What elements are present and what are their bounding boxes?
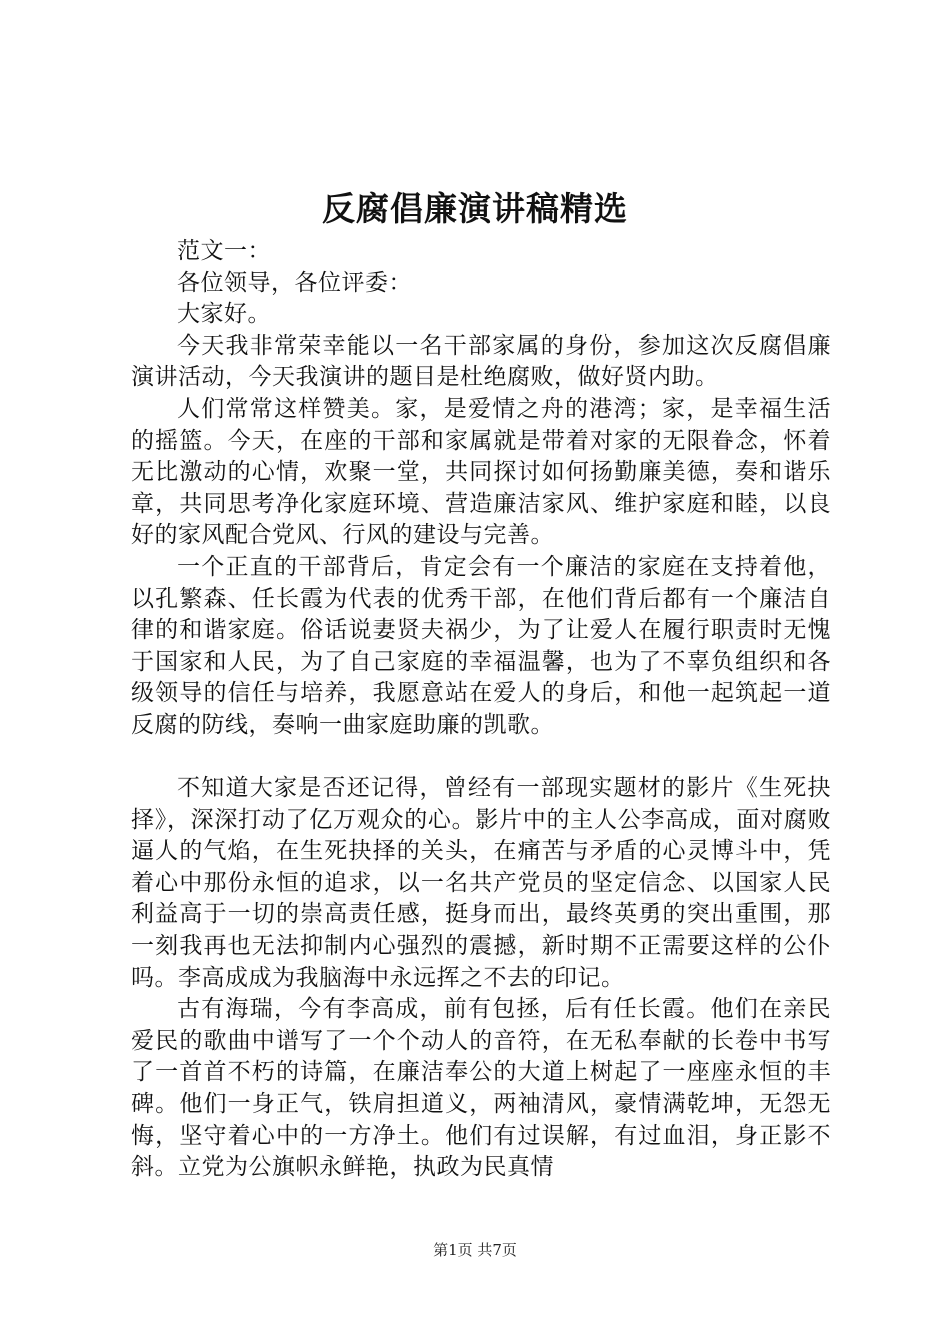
page-footer: 第1页 共7页 (433, 1241, 517, 1259)
paragraph-greeting: 大家好。 (177, 301, 271, 328)
paragraph-address: 各位领导，各位评委： (177, 269, 412, 296)
document-body (131, 236, 831, 1184)
paragraph-intro: 今天我非常荣幸能以一名干部家属的身份，参加这次反腐倡廉演讲活动，今天我演讲的题目是杜绝腐败，做好贤内助。 (131, 332, 831, 391)
paragraph-salutation-label: 范文一： (177, 238, 271, 264)
paragraph-gap (131, 742, 831, 774)
paragraph-examples: 古有海瑞，今有李高成，前有包拯，后有任长霞。他们在亲民爱民的歌曲中谱写了一个个动人的音符，在无私奉献的长卷中书写了一首首不朽的诗篇，在廉洁奉公的大道上树起了一座座永恒的丰碑。他们一身正气，铁肩担道义，两袖清风，豪情满乾坤，无怨无悔，坚守着心中的一方净土。他们有过误解，有过血泪，身正影不斜。立党为公旗帜永鲜艳，执政为民真情 (131, 996, 831, 1181)
paragraph-family: 人们常常这样赞美。家，是爱情之舟的港湾；家，是幸福生活的摇篮。今天，在座的干部和家属就是带着对家的无限眷念，怀着无比激动的心情，欢聚一堂，共同探讨如何扬勤廉美德，奏和谐乐章，共同思考净化家庭环境、营造廉洁家风、维护家庭和睦，以良好的家风配合党风、行风的建设与完善。 (131, 395, 831, 549)
paragraph-film: 不知道大家是否还记得，曾经有一部现实题材的影片《生死抉择》，深深打动了亿万观众的心。影片中的主人公李高成，面对腐败逼人的气焰，在生死抉择的关头，在痛苦与矛盾的心灵博斗中，凭着心中那份永恒的追求，以一名共产党员的坚定信念、以国家人民利益高于一切的崇高责任感，挺身而出，最终英勇的突出重围，那一刻我再也无法抑制内心强烈的震撼，新时期不正需要这样的公仆吗。李高成成为我脑海中永远挥之不去的印记。 (131, 775, 831, 991)
paragraph-support: 一个正直的干部背后，肯定会有一个廉洁的家庭在支持着他，以孔繁森、任长霞为代表的优秀干部，在他们背后都有一个廉洁自律的和谐家庭。俗话说妻贤夫祸少，为了让爱人在履行职责时无愧于国家和人民，为了自己家庭的幸福温馨，也为了不辜负组织和各级领导的信任与培养，我愿意站在爱人的身后，和他一起筑起一道反腐的防线，奏响一曲家庭助廉的凯歌。 (131, 553, 831, 738)
document-title: 反腐倡廉演讲稿精选 (322, 189, 628, 228)
